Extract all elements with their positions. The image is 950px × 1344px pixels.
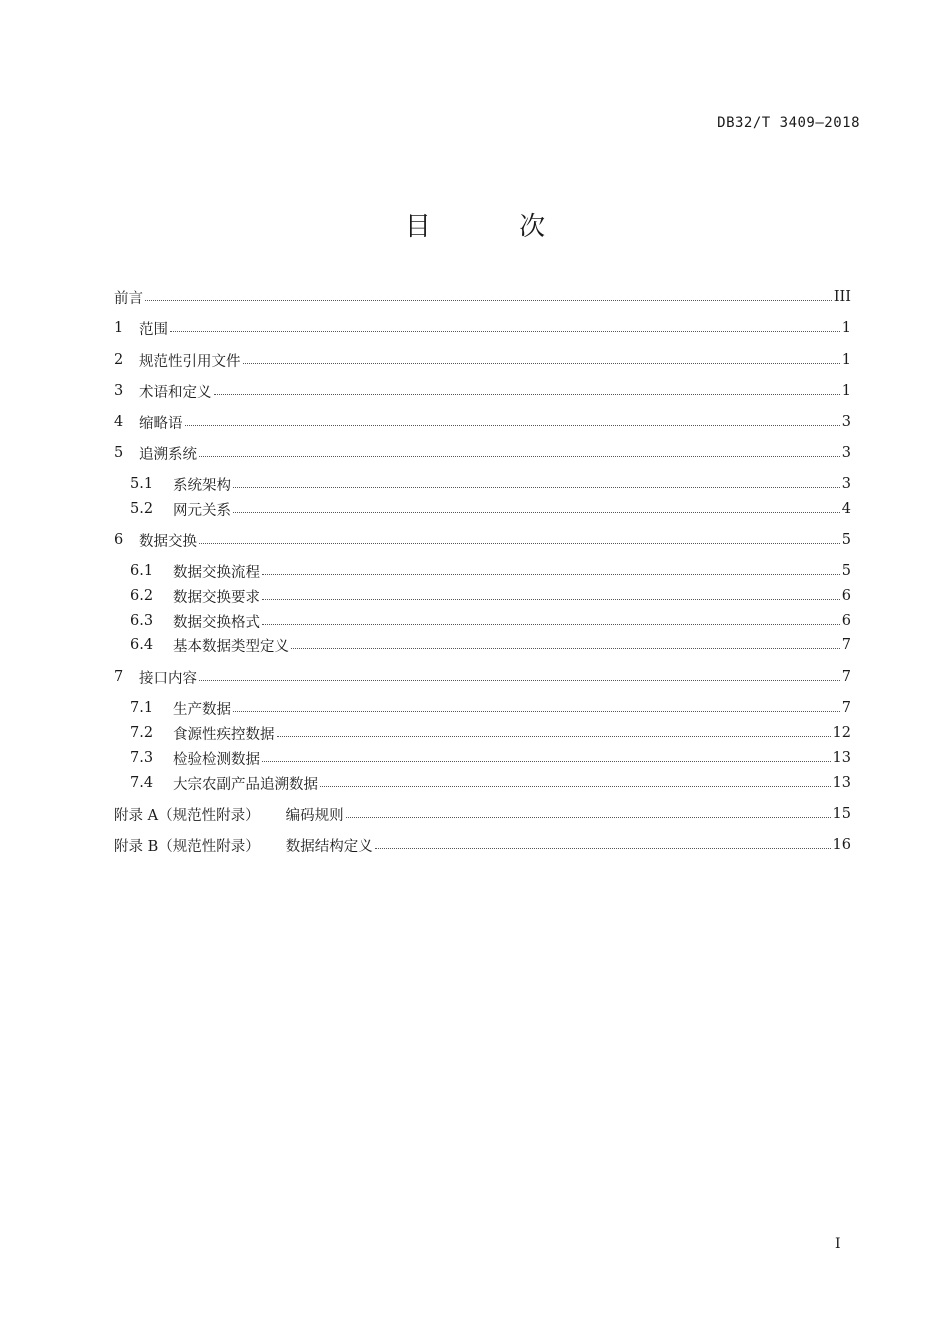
toc-page: 5 [841, 563, 851, 579]
toc-label: 生产数据 [173, 701, 231, 718]
toc-num: 4 [114, 414, 124, 430]
toc-label: 大宗农副产品追溯数据 [173, 776, 318, 793]
document-code: DB32/T 3409—2018 [717, 115, 860, 131]
leader-dots [262, 564, 840, 575]
toc-title: 目 次 [404, 212, 586, 242]
toc-label: 数据结构定义 [285, 838, 373, 855]
leader-dots [320, 776, 831, 787]
toc-page: 16 [832, 837, 851, 853]
toc-page: 6 [841, 613, 851, 629]
toc-num: 5 [114, 445, 124, 461]
toc-num: 7.1 [130, 700, 154, 716]
toc-num: 2 [114, 352, 124, 368]
leader-dots [375, 838, 831, 849]
toc-page: 5 [841, 532, 851, 548]
toc-label: 前言 [114, 290, 143, 307]
leader-dots [346, 807, 831, 818]
toc-page: 6 [841, 588, 851, 604]
toc-page: 13 [832, 750, 851, 766]
toc-entry-6-2[interactable] [130, 585, 851, 607]
toc-page: III [833, 289, 851, 305]
toc-page: 7 [841, 700, 851, 716]
toc-num: 附录 A（规范性附录） [114, 807, 260, 824]
leader-dots [199, 446, 840, 457]
toc-label: 接口内容 [139, 670, 197, 687]
toc-page: 4 [841, 501, 851, 517]
leader-dots [262, 751, 831, 762]
toc-entry-6-3[interactable] [130, 610, 851, 632]
leader-dots [214, 384, 840, 395]
leader-dots [233, 477, 840, 488]
leader-dots [185, 415, 840, 426]
toc-page: 1 [841, 320, 851, 336]
leader-dots [277, 726, 831, 737]
toc-page: 1 [841, 352, 851, 368]
toc-num: 5.1 [130, 476, 154, 492]
toc-num: 1 [114, 320, 124, 336]
toc-entry-5-1[interactable] [130, 473, 851, 495]
toc-num: 7.4 [130, 775, 154, 791]
leader-dots [199, 533, 840, 544]
toc-label: 系统架构 [173, 477, 231, 494]
toc-page: 7 [841, 669, 851, 685]
toc-num: 6.3 [130, 613, 154, 629]
toc-entry-7-3[interactable] [130, 747, 851, 769]
leader-dots [262, 614, 840, 625]
toc-entry-6[interactable] [114, 529, 851, 551]
toc-page: 12 [832, 725, 851, 741]
toc-entry-6-4[interactable] [130, 634, 851, 656]
toc-label: 编码规则 [285, 807, 344, 824]
toc-entry-4[interactable] [114, 411, 851, 433]
toc-num: 6.4 [130, 637, 154, 653]
toc-label: 追溯系统 [139, 446, 197, 463]
toc-entry-1[interactable] [114, 317, 851, 339]
toc-label: 范围 [139, 321, 168, 338]
toc-entry-7-2[interactable] [130, 722, 851, 744]
toc-num: 附录 B（规范性附录） [114, 838, 260, 855]
toc-entry-6-1[interactable] [130, 560, 851, 582]
toc-label: 数据交换格式 [173, 614, 260, 631]
toc-label: 食源性疾控数据 [173, 726, 275, 743]
toc-entry-3[interactable] [114, 380, 851, 402]
toc-label: 缩略语 [139, 415, 183, 432]
toc-page: 15 [832, 806, 851, 822]
toc-label: 检验检测数据 [173, 751, 260, 768]
toc-num: 7.2 [130, 725, 154, 741]
toc-label: 术语和定义 [139, 384, 212, 401]
toc-num: 6 [114, 532, 124, 548]
leader-dots [233, 502, 840, 513]
leader-dots [199, 670, 840, 681]
toc-label: 规范性引用文件 [139, 353, 241, 370]
toc-num: 5.2 [130, 501, 154, 517]
toc-page: 13 [832, 775, 851, 791]
toc-entry-7-1[interactable] [130, 697, 851, 719]
toc-entry-foreword[interactable] [114, 286, 851, 308]
toc-entry-appendix-a[interactable] [114, 803, 851, 825]
leader-dots [233, 701, 840, 712]
toc-page: 3 [841, 414, 851, 430]
toc-label: 基本数据类型定义 [173, 638, 289, 655]
toc-label: 网元关系 [173, 502, 231, 519]
toc-entry-5-2[interactable] [130, 498, 851, 520]
toc-num: 6.1 [130, 563, 154, 579]
leader-dots [243, 353, 840, 364]
toc-num: 7 [114, 669, 124, 685]
leader-dots [262, 589, 840, 600]
toc-label: 数据交换流程 [173, 564, 260, 581]
toc-num: 7.3 [130, 750, 154, 766]
toc-entry-2[interactable] [114, 349, 851, 371]
toc-num: 3 [114, 383, 124, 399]
leader-dots [291, 638, 840, 649]
toc-entry-7-4[interactable] [130, 772, 851, 794]
toc-page: 3 [841, 445, 851, 461]
toc-entry-5[interactable] [114, 442, 851, 464]
toc-label: 数据交换 [139, 533, 197, 550]
toc-page: 1 [841, 383, 851, 399]
toc-entry-7[interactable] [114, 666, 851, 688]
toc-page: 3 [841, 476, 851, 492]
toc-label: 数据交换要求 [173, 589, 260, 606]
toc-num: 6.2 [130, 588, 154, 604]
leader-dots [145, 290, 832, 301]
toc-page: 7 [841, 637, 851, 653]
toc-entry-appendix-b[interactable] [114, 834, 851, 856]
page-number: I [835, 1236, 841, 1252]
leader-dots [170, 321, 840, 332]
